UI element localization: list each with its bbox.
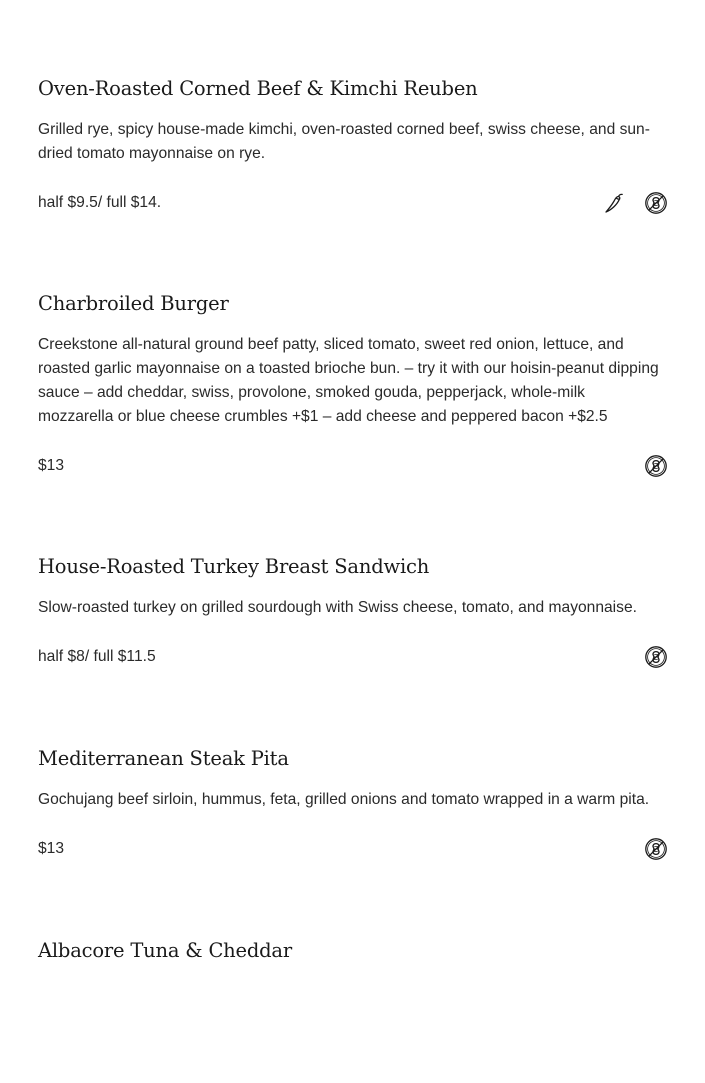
item-title: Charbroiled Burger [38, 292, 229, 315]
menu-list [38, 76, 668, 964]
item-title: Oven-Roasted Corned Beef & Kimchi Reuben [38, 77, 478, 100]
menu-item [38, 554, 668, 670]
item-description: Slow-roasted turkey on grilled sourdough with Swiss cheese, tomato, and mayonnaise. [38, 599, 637, 616]
price-row [38, 190, 668, 216]
price-row [38, 644, 668, 670]
price-row [38, 836, 668, 862]
menu-item [38, 291, 668, 479]
nut-free-icon [644, 645, 668, 669]
dietary-icons [602, 191, 668, 215]
item-price: half $9.5/ full $14. [38, 194, 162, 211]
item-title: Mediterranean Steak Pita [38, 747, 289, 770]
item-description: Gochujang beef sirloin, hummus, feta, grilled onions and tomato wrapped in a warm pita. [38, 791, 650, 808]
item-price: $13 [38, 457, 65, 474]
spicy-pepper-icon [602, 191, 626, 215]
item-price: $13 [38, 840, 65, 857]
menu-item [38, 746, 668, 862]
dietary-icons [644, 837, 668, 861]
nut-free-icon [644, 837, 668, 861]
menu-item [38, 938, 668, 964]
dietary-icons [644, 645, 668, 669]
item-title: Albacore Tuna & Cheddar [38, 939, 292, 962]
item-title: House-Roasted Turkey Breast Sandwich [38, 555, 430, 578]
nut-free-icon [644, 191, 668, 215]
item-price: half $8/ full $11.5 [38, 648, 156, 665]
dietary-icons [644, 454, 668, 478]
menu-item [38, 76, 668, 216]
price-row [38, 453, 668, 479]
nut-free-icon [644, 454, 668, 478]
item-description: Grilled rye, spicy house-made kimchi, oven-roasted corned beef, swiss cheese, and sun-dried tomato mayonnaise on rye. [38, 121, 650, 162]
item-description: Creekstone all-natural ground beef patty, sliced tomato, sweet red onion, lettuce, and roasted garlic mayonnaise on a toasted brioche bun. – try it with our hoisin-peanut dipping sauce – add cheddar, swiss, provolone, smoked gouda, pepperjack, whole-milk mozzarella or blue cheese crumbles +$1 – add cheese and peppered bacon +$2.5 [38, 336, 659, 425]
